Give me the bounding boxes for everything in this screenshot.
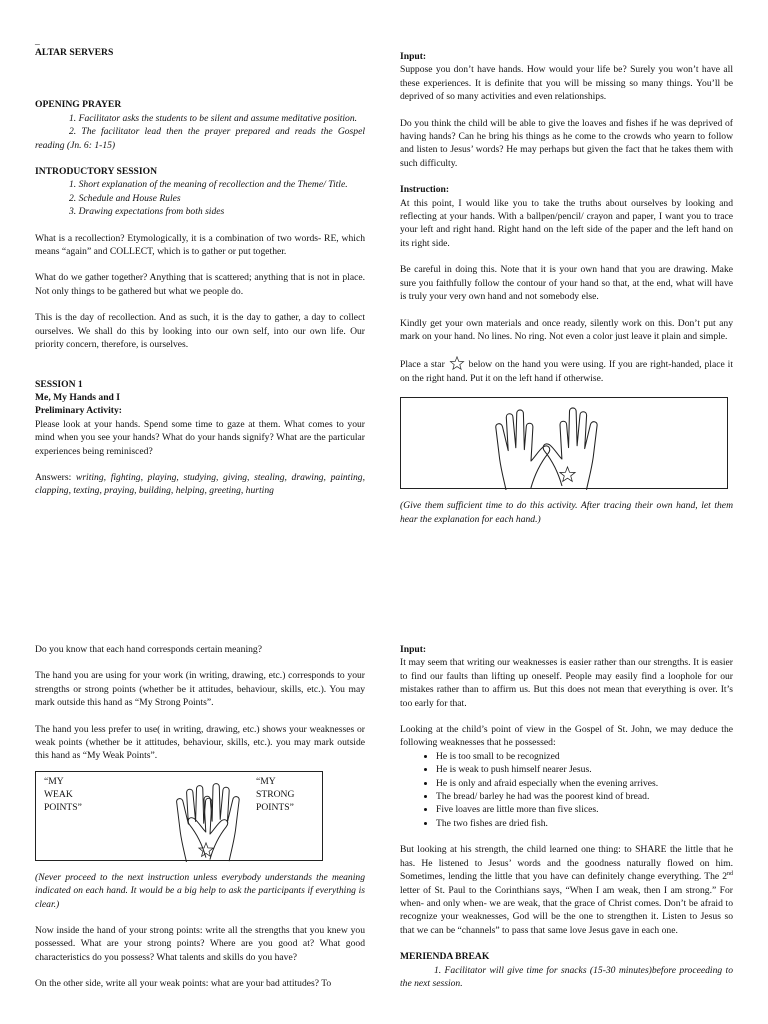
input1-paragraph-1: Suppose you don’t have hands. How would your life be? Surely you won’t have all these experiences. It is definite that you will be missing so many things. You’ll be deprived of so many activities and even relationships.	[400, 64, 733, 103]
meaning-paragraph-2: The hand you are using for your work (in writing, drawing, etc.) corresponds to your strengths or strong points (whether be it attitudes, behaviour, skills, etc.). You may mark outside this hand as “My Strong Points”.	[35, 670, 365, 709]
preliminary-activity-label: Preliminary Activity:	[35, 405, 122, 417]
intro-item-1: 1. Short explanation of the meaning of recollection and the Theme/ Title.	[69, 179, 348, 191]
ordinal-suffix: nd	[727, 870, 733, 877]
left-hand-drawing	[496, 410, 550, 490]
answers-label: Answers:	[35, 471, 76, 483]
list-item: • He is weak to push himself nearer Jesus.	[436, 763, 733, 776]
merienda-item-1: 1. Facilitator will give time for snacks (15-30 minutes)before proceeding to the next session.	[400, 964, 733, 989]
meaning-paragraph-1: Do you know that each hand corresponds certain meaning?	[35, 644, 262, 655]
hand-tracing-figure	[400, 397, 728, 489]
opening-prayer-item-2: 2. The facilitator lead then the prayer prepared and reads the Gospel reading (Jn. 6: 1-15)	[35, 126, 365, 151]
instruction-paragraph-2: Be careful in doing this. Note that it is your own hand that you are drawing. Make sure you faithfully follow the contour of your hand so that, at the end, what will have is truly your very own hand and not somebody else.	[400, 264, 733, 303]
intro-item-3: 3. Drawing expectations from both sides	[69, 206, 225, 218]
input2-paragraph-1: It may seem that writing our weaknesses is easier rather than our strengths. It is easier to find our faults than lifting up oneself. People may easily find a loophole for our mistakes rather than to affirm us. But this does not mean that everything is over. It’s too early for that.	[400, 657, 733, 709]
right-column-top	[400, 50, 733, 526]
input2-paragraph-2: Looking at the child’s point of view in the Gospel of St. John, we may deduce the following weaknesses that he possessed:	[400, 724, 733, 749]
document-title: ALTAR SERVERS	[35, 47, 114, 58]
input1-paragraph-2: Do you think the child will be able to give the loaves and fishes if he was deprived of having hands? Can he bring his things as he come to the crowds who yearn to follow and listen to Jesus’ words? He may perhaps but given the fact that he takes them with such difficulty.	[400, 117, 733, 169]
star-instruction	[400, 356, 733, 385]
meaning-paragraph-4: Now inside the hand of your strong points: write all the strengths that you knew you possessed. What are your strong points? Where are you good at? What good characteristics do you possess? What talents and skills do you have?	[35, 925, 365, 963]
star-instruction-post: below on the hand you were using. If you are right-handed, place it on the right hand. Put it on the left hand if otherwise.	[400, 359, 733, 384]
session1-subtitle: Me, My Hands and I	[35, 391, 121, 403]
weak-points-label: “MY WEAK POINTS”	[44, 775, 82, 813]
input1-label: Input:	[400, 51, 427, 62]
merienda-heading: MERIENDA BREAK	[400, 951, 490, 963]
weakness-list	[400, 750, 733, 830]
meaning-paragraph-3: The hand you less prefer to use( in writing, drawing, etc.) shows your weaknesses or weak points (whether be it attitudes, behaviour, skills, etc.). you may mark outside this hand as “My Weak Points”.	[35, 723, 365, 762]
meaning-paragraph-5: On the other side, write all your weak points: what are your bad attitudes? To	[35, 978, 332, 990]
input2-paragraph-3	[400, 843, 733, 937]
meaning-note: (Never proceed to the next instruction unless everybody understands the meaning indicated on each hand. It would be a big help to ask the participants if everything is clear.)	[35, 871, 365, 910]
intro-item-2: 2. Schedule and House Rules	[69, 192, 181, 204]
session1-heading: SESSION 1	[35, 378, 83, 390]
opening-prayer-heading: OPENING PRAYER	[35, 99, 122, 111]
list-item: • The bread/ barley he had was the poorest kind of bread.	[436, 790, 733, 803]
star-instruction-pre: Place a star	[400, 359, 445, 371]
strong-points-label: “MY STRONG POINTS”	[256, 775, 295, 813]
instruction-paragraph-1: At this point, I would like you to take the truths about ourselves by looking and reflecting at your hands. With a ballpen/pencil/ crayon and paper, I want you to trace your left and right hand. Right hand on the left side of the paper and the left hand on its right side.	[400, 197, 733, 249]
left-column-top	[35, 38, 365, 498]
input2-paragraph-3-part-b: letter of St. Paul to the Corinthians says, “When I am weak, then I am strong.” For when- and only when- we are weak, that the grace of Christ comes. Don’t be afraid to recognize your weaknesses, God will be the one to strengthen it. Listen to Jesus so that we can be “channels” to pass that same love Jesus gave in each one.	[400, 884, 733, 936]
weak-strong-figure	[35, 771, 323, 861]
hand-star-icon	[560, 467, 575, 481]
list-item: • He is too small to be recognized	[436, 750, 733, 763]
opening-prayer-item-1: 1. Facilitator asks the students to be silent and assume meditative position.	[69, 112, 358, 124]
input2-label: Input:	[400, 644, 427, 655]
star-icon	[448, 356, 466, 370]
right-column-bottom	[400, 643, 733, 990]
intro-paragraph-2: What do we gather together? Anything that is scattered; anything that is not in place. Not only things to be gathered but what we people do.	[35, 272, 365, 297]
intro-heading: INTRODUCTORY SESSION	[35, 166, 158, 178]
list-item: • Five loaves are little more than five slices.	[436, 803, 733, 816]
instruction-paragraph-3: Kindly get your own materials and once ready, silently work on this. Don’t put any mark on your hand. No lines. No ring. Not even a color just leave it plain and simple.	[400, 317, 733, 342]
answers-paragraph	[35, 471, 365, 498]
list-item: • He is only and afraid especially when the evening arrives.	[436, 777, 733, 790]
intro-paragraph-3: This is the day of recollection. And as such, it is the day to gather, a day to collect ourselves. We shall do this by looking into our own self, into our own life. Our priority concern, therefore, is ourselves.	[35, 312, 365, 351]
hand-tracing-illustration	[401, 398, 729, 490]
left-column-bottom	[35, 643, 365, 991]
preliminary-activity-text: Please look at your hands. Spend some time to gaze at them. What comes to your mind when you see your hands? What do your hands signify? What are the particular experiences being reminisced?	[35, 418, 365, 457]
instruction-caption: (Give them sufficient time to do this activity. After tracing their own hand, let them hear the explanation for each hand.)	[400, 500, 733, 525]
answers-text: writing, fighting, playing, studying, giving, stealing, drawing, painting, clapping, texting, praying, building, helping, greeting, hurting	[35, 471, 365, 497]
instruction-label: Instruction:	[400, 184, 450, 196]
intro-paragraph-1: What is a recollection? Etymologically, it is a combination of two words- RE, which means “again” and COLLECT, which is to gather or put together.	[35, 232, 365, 258]
input2-paragraph-3-part-a: But looking at his strength, the child learned one thing: to SHARE the little that he has. He listened to Jesus’ words and the goodness naturally flowed on him. Sometimes, lending the little that you have can definitely change everything. The 2	[400, 844, 733, 883]
list-item: • The two fishes are dried fish.	[436, 817, 733, 830]
right-hand-drawing	[543, 408, 597, 489]
top-left-mark: _	[35, 36, 40, 47]
